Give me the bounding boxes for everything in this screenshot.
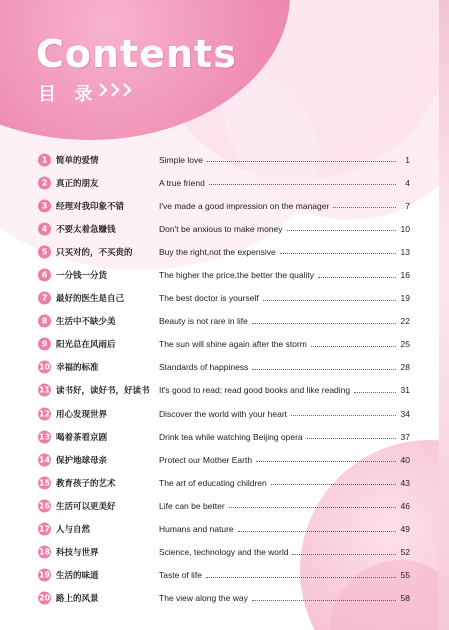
chapter-title-english: Life can be better [159, 500, 225, 511]
toc-entry[interactable] [38, 240, 410, 263]
toc-entry[interactable] [38, 379, 410, 402]
chapter-title-english: The best doctor is yourself [159, 293, 259, 304]
toc-entry[interactable] [38, 587, 410, 610]
chapter-title-english: Buy the right,not the expensive [159, 246, 276, 257]
chapter-number-badge: 19 [38, 570, 51, 580]
toc-entry[interactable] [38, 217, 410, 240]
page-number: 37 [400, 431, 410, 442]
chapter-line [159, 478, 410, 488]
chapter-line [159, 247, 410, 257]
chapter-title-english: Standards of happiness [159, 362, 249, 373]
chapter-title-english: Drink tea while watching Beijing opera [159, 431, 303, 442]
chapter-title-english: Humans and nature [159, 524, 234, 535]
toc-entry[interactable] [38, 194, 410, 217]
toc-entry[interactable] [38, 494, 410, 517]
page-number: 1 [405, 154, 410, 165]
page-number: 10 [400, 223, 410, 234]
chapter-line [159, 432, 410, 442]
chapter-number-badge: 20 [38, 593, 51, 603]
chapter-title-english: The higher the price,the better the quality [159, 270, 314, 281]
dot-leader [206, 577, 396, 578]
chapter-line [159, 339, 410, 349]
chapter-title-english: The art of educating children [159, 477, 267, 488]
chapter-title-chinese: 喝着茶看京剧 [56, 432, 108, 443]
toc-entry[interactable] [38, 448, 410, 471]
chapter-number-badge: 2 [38, 176, 51, 189]
chapter-title-chinese: 路上的风景 [56, 594, 99, 605]
page-number: 49 [400, 524, 410, 535]
chapter-title-chinese: 生活的味道 [56, 571, 99, 582]
page-number: 19 [400, 293, 410, 304]
chapter-line [159, 155, 410, 165]
chapter-line [159, 409, 410, 419]
page-number: 25 [400, 339, 410, 350]
dot-leader [271, 484, 396, 485]
page-number: 16 [400, 270, 410, 281]
chapter-line [159, 178, 410, 188]
chapter-number-badge: 4 [38, 222, 51, 235]
chapter-title-chinese: 经理对我印象不错 [56, 201, 125, 212]
toc-entry[interactable] [38, 148, 410, 171]
chapter-number-badge: 12 [38, 409, 51, 419]
dot-leader [263, 300, 396, 301]
chapter-number-badge: 15 [38, 478, 51, 488]
chapter-number-badge: 1 [38, 153, 51, 166]
chapter-title-english: Discover the world with your heart [159, 408, 288, 419]
chapter-line [159, 501, 410, 511]
toc-entry[interactable] [38, 356, 410, 379]
chapter-number-badge: 13 [38, 432, 51, 442]
chapter-number-badge: 16 [38, 501, 51, 511]
chapter-number-badge: 11 [38, 385, 51, 395]
dot-leader [207, 161, 396, 162]
page-number: 40 [400, 454, 410, 465]
page-number: 31 [400, 385, 410, 396]
page-number: 43 [400, 477, 410, 488]
chapter-title-chinese: 阳光总在风雨后 [56, 340, 116, 351]
chapter-title-english: The sun will shine again after the storm [159, 339, 307, 350]
dot-leader [252, 369, 396, 370]
dot-leader [252, 323, 396, 324]
chapter-line [159, 524, 410, 534]
toc-entry[interactable] [38, 471, 410, 494]
chapter-line [159, 385, 410, 395]
page-number: 52 [400, 547, 410, 558]
chapter-number-badge: 8 [38, 315, 51, 328]
chapter-line [159, 270, 410, 280]
chapter-number-badge: 5 [38, 245, 51, 258]
page-subtitle: 目 录 [38, 84, 99, 105]
dot-leader [354, 392, 396, 393]
chapter-number-badge: 7 [38, 292, 51, 305]
page-number: 28 [400, 362, 410, 373]
chapter-title-chinese: 一分钱一分货 [56, 271, 108, 282]
toc-entry[interactable] [38, 564, 410, 587]
toc-entry[interactable] [38, 263, 410, 286]
dot-leader [209, 184, 396, 185]
chapter-title-chinese: 用心发现世界 [56, 409, 108, 420]
dot-leader [333, 207, 396, 208]
table-of-contents [38, 148, 410, 610]
chapter-number-badge: 10 [38, 362, 51, 372]
chapter-number-badge: 3 [38, 199, 51, 212]
chapter-line [159, 593, 410, 603]
chapter-line [159, 570, 410, 580]
chapter-line [159, 362, 410, 372]
page-number: 55 [400, 570, 410, 581]
toc-entry[interactable] [38, 333, 410, 356]
chapter-number-badge: 17 [38, 524, 51, 534]
chapter-title-chinese: 科技与世界 [56, 548, 99, 559]
chapter-title-english: Simple love [159, 154, 203, 165]
dot-leader [256, 461, 396, 462]
toc-entry[interactable] [38, 425, 410, 448]
toc-entry[interactable] [38, 541, 410, 564]
dot-leader [280, 253, 396, 254]
dot-leader [318, 277, 396, 278]
page-edge-strip [439, 0, 449, 630]
chapter-number-badge: 9 [38, 338, 51, 351]
chapter-title-chinese: 保护地球母亲 [56, 455, 108, 466]
chapter-line [159, 316, 410, 326]
chapter-title-english: Don't be anxious to make money [159, 223, 283, 234]
dot-leader [307, 438, 396, 439]
page-title: Contents [36, 32, 237, 76]
dot-leader [292, 554, 396, 555]
chapter-title-english: A true friend [159, 177, 205, 188]
page-number: 4 [405, 177, 410, 188]
dot-leader [287, 230, 396, 231]
dot-leader [229, 507, 396, 508]
dot-leader [238, 531, 396, 532]
page-number: 46 [400, 500, 410, 511]
chapter-number-badge: 14 [38, 455, 51, 465]
chapter-line [159, 547, 410, 557]
chapter-title-english: Taste of life [159, 570, 202, 581]
toc-entry[interactable] [38, 287, 410, 310]
page-number: 58 [400, 593, 410, 604]
chapter-title-chinese: 教育孩子的艺术 [56, 478, 116, 489]
chapter-line [159, 455, 410, 465]
chapter-title-chinese: 最好的医生是自己 [56, 294, 125, 305]
chapter-title-chinese: 生活中不缺少美 [56, 317, 116, 328]
chapter-line [159, 293, 410, 303]
toc-entry[interactable] [38, 518, 410, 541]
dot-leader [311, 346, 396, 347]
chapter-number-badge: 6 [38, 269, 51, 282]
chevron-right-icon [96, 80, 140, 100]
chapter-title-english: Protect our Mother Earth [159, 454, 253, 465]
chapter-title-english: Beauty is not rare in life [159, 316, 248, 327]
chapter-line [159, 201, 410, 211]
dot-leader [291, 415, 396, 416]
chapter-title-chinese: 人与自然 [56, 525, 91, 536]
chapter-title-chinese: 只买对的，不买贵的 [56, 247, 133, 258]
chapter-line [159, 224, 410, 234]
dot-leader [252, 600, 396, 601]
page-number: 13 [400, 246, 410, 257]
chapter-number-badge: 18 [38, 547, 51, 557]
toc-entry[interactable] [38, 171, 410, 194]
chapter-title-chinese: 生活可以更美好 [56, 501, 116, 512]
toc-entry[interactable] [38, 310, 410, 333]
toc-entry[interactable] [38, 402, 410, 425]
page-number: 22 [400, 316, 410, 327]
chapter-title-chinese: 简单的爱情 [56, 155, 99, 166]
chapter-title-chinese: 真正的朋友 [56, 178, 99, 189]
chapter-title-english: The view along the way [159, 593, 248, 604]
page-number: 34 [400, 408, 410, 419]
chapter-title-chinese: 不要太着急赚钱 [56, 224, 116, 235]
chapter-title-english: Science, technology and the world [159, 547, 289, 558]
chapter-title-english: I've made a good impression on the manager [159, 200, 330, 211]
page-number: 7 [405, 200, 410, 211]
chapter-title-chinese: 读书好，读好书，好读书 [56, 386, 150, 397]
chapter-title-chinese: 幸福的标准 [56, 363, 99, 374]
chapter-title-english: It's good to read; read good books and like reading [159, 385, 351, 396]
